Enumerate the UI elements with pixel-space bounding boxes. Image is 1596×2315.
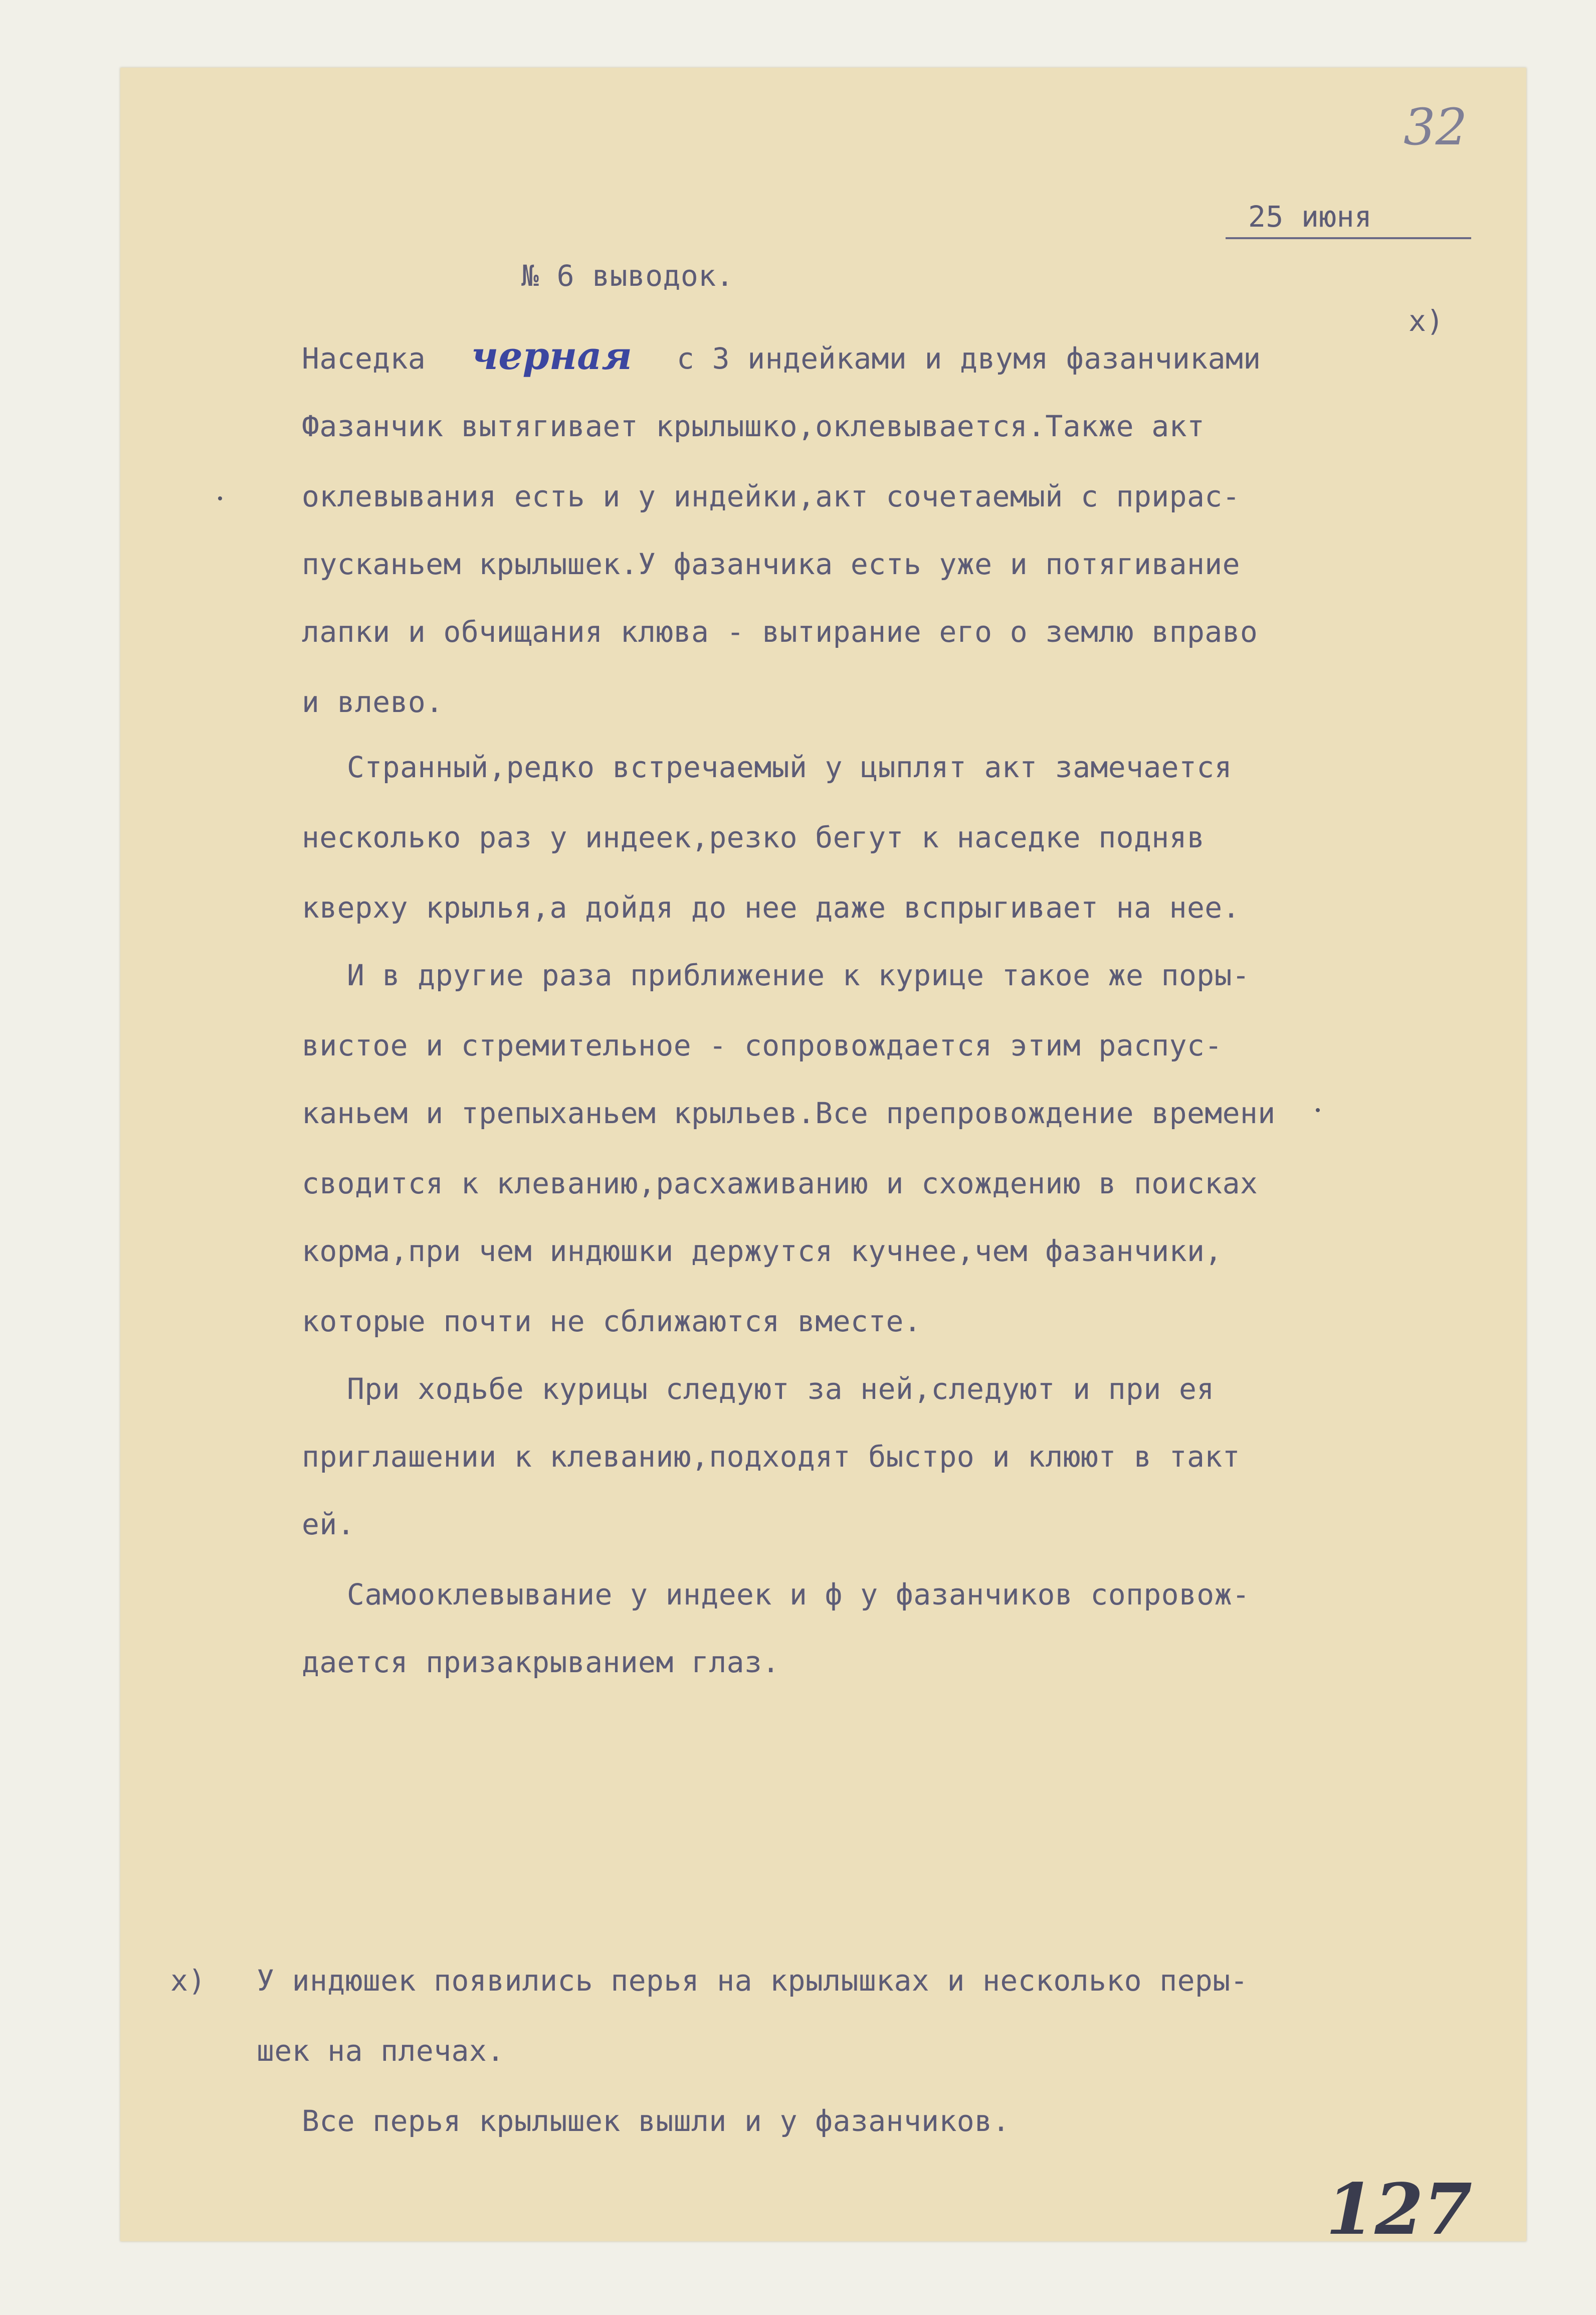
paragraph-line: каньем и трепыханьем крыльев.Все препровождение времени [302,1096,1276,1130]
paragraph-line: несколько раз у индеек,резко бегут к наседке подняв [302,820,1205,854]
paragraph-line: оклевывания есть и у индейки,акт сочетаемый с прирас- [302,479,1240,513]
paragraph-line: дается призакрыванием глаз. [302,1645,780,1679]
paragraph-line: корма,при чем индюшки держутся кучнее,чем фазанчики, [302,1234,1223,1268]
paragraph-line: кверху крылья,а дойдя до нее даже вспрыгивает на нее. [302,891,1240,925]
paragraph-line: вистое и стремительное - сопровождается этим распус- [302,1028,1223,1062]
footnote-marker-top: x) [1409,304,1444,338]
paragraph-line: приглашении к клеванию,подходят быстро и клюют в такт [302,1440,1240,1474]
date-heading: 25 июня [1248,200,1372,234]
paragraph-line: которые почти не сближаются вместе. [302,1304,922,1338]
paragraph-line: лапки и обчищания клюва - вытирание его о землю вправо [302,615,1258,649]
paragraph-line: Фазанчик вытягивает крылышко,оклевывается.Также акт [302,409,1205,443]
footnote-line: шек на плечах. [257,2034,505,2068]
date-underline [1226,237,1471,239]
ink-speck [1316,1108,1320,1112]
ink-speck [218,496,222,500]
footnote-line: У индюшек появились перья на крылышках и несколько перы- [257,1964,1248,1998]
document-title: № 6 выводок. [521,259,734,293]
paragraph-line: Наседка [302,341,426,376]
archive-number: 127 [1326,2169,1473,2251]
footnote-marker: x) [170,1964,206,1998]
paragraph-line: При ходьбе курицы следуют за ней,следуют и при ея [347,1372,1215,1406]
paragraph-line: ей. [302,1507,355,1541]
footnote-line: Все перья крылышек вышли и у фазанчиков. [302,2104,1010,2138]
folio-mark: 32 [1404,98,1468,156]
paragraph-line: сводится к клеванию,расхаживанию и схождению в поисках [302,1166,1258,1200]
paragraph-line: Странный,редко встречаемый у цыплят акт замечается [347,750,1232,784]
paragraph-line: пусканьем крылышек.У фазанчика есть уже и потягивание [302,547,1240,581]
paragraph-line: И в другие раза приближение к курице такое же поры- [347,958,1250,992]
paragraph-line: Самооклевывание у индеек и ф у фазанчиков сопровож- [347,1577,1250,1612]
paragraph-line: и влево. [302,685,444,719]
document-sheet [120,68,1526,2251]
paragraph-line: с 3 индейками и двумя фазанчиками [677,341,1261,376]
handwritten-word: черная [471,333,632,378]
